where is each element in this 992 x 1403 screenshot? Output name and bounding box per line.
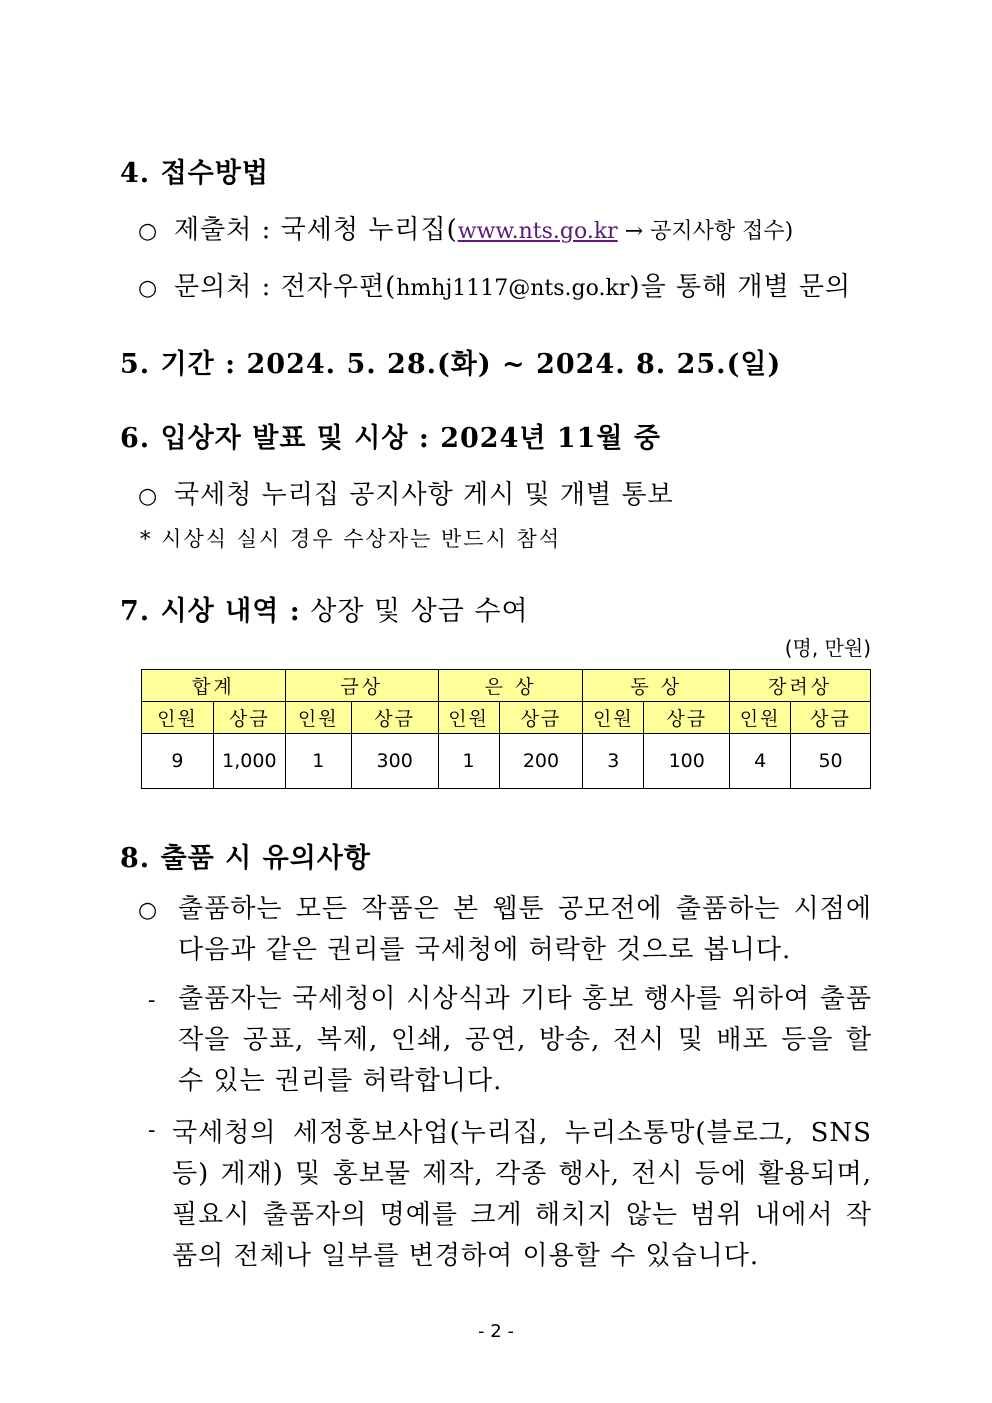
section-7-heading: [120, 589, 529, 628]
subheader-prize: 상금: [791, 702, 871, 734]
table-cell: 9: [142, 734, 214, 789]
table-cell: 200: [499, 734, 583, 789]
rights-paragraph: 출품하는 모든 작품은 본 웹툰 공모전에 출품하는 시점에 다음과 같은 권리를 국세청에 허락한 것으로 봅니다.: [178, 894, 872, 965]
table-cell: 1: [285, 734, 351, 789]
header-bronze: 동 상: [583, 670, 730, 702]
submit-line: [138, 209, 793, 246]
subheader-people: 인원: [142, 702, 214, 734]
subheader-prize: 상금: [499, 702, 583, 734]
rights-detail-2: 국세청의 세정홍보사업(누리집, 누리소통망(블로그, SNS 등) 게재) 및 홍보물 제작, 각종 행사, 전시 등에 활용되며, 필요시 출품자의 명예를 크게 해치지 않는 범위 내에서 작품의 전체나 일부를 변경하여 이용할 수 있습니다.: [172, 1118, 872, 1271]
inquiry-prefix: 문의처 : 전자우편(: [174, 272, 397, 302]
inquiry-suffix: )을 통해 개별 문의: [629, 272, 852, 302]
header-silver: 은 상: [438, 670, 583, 702]
circle-bullet-icon: ○: [138, 898, 158, 923]
header-total: 합계: [142, 670, 286, 702]
circle-bullet-icon: ○: [138, 276, 159, 301]
inquiry-email: hmhj1117@nts.go.kr: [396, 276, 630, 301]
subheader-prize: 상금: [351, 702, 438, 734]
dash-bullet-icon: -: [148, 1118, 156, 1143]
unit-label: (명, 만원): [784, 636, 871, 660]
page-number: - 2 -: [478, 1321, 514, 1342]
table-cell: 3: [583, 734, 644, 789]
subheader-people: 인원: [285, 702, 351, 734]
table-cell: 1,000: [213, 734, 285, 789]
table-cell: 50: [791, 734, 871, 789]
circle-bullet-icon: ○: [138, 219, 159, 244]
ceremony-note: * 시상식 실시 경우 수상자는 반드시 참석: [140, 527, 562, 551]
dash-bullet-icon: -: [148, 988, 156, 1013]
section-4-heading: 4. 접수방법: [120, 158, 269, 189]
subheader-people: 인원: [730, 702, 791, 734]
submit-prefix: 제출처 : 국세청 누리집(: [174, 215, 458, 245]
prize-table: [141, 669, 871, 789]
nts-website-link[interactable]: www.nts.go.kr: [457, 219, 618, 244]
header-encouragement: 장려상: [730, 670, 871, 702]
subheader-prize: 상금: [644, 702, 730, 734]
section-6-heading: 6. 입상자 발표 및 시상 : 2024년 11월 중: [120, 423, 661, 454]
submit-suffix: → 공지사항 접수): [617, 219, 794, 244]
table-cell: 4: [730, 734, 791, 789]
announce-text: 국세청 누리집 공지사항 게시 및 개별 통보: [174, 480, 674, 510]
section-5-heading: 5. 기간 : 2024. 5. 28.(화) ~ 2024. 8. 25.(일): [120, 349, 782, 380]
table-cell: 1: [438, 734, 499, 789]
section-7-heading-bold: 7. 시상 내역 :: [120, 596, 301, 627]
table-cell: 300: [351, 734, 438, 789]
circle-bullet-icon: ○: [138, 484, 159, 509]
subheader-prize: 상금: [213, 702, 285, 734]
table-cell: 100: [644, 734, 730, 789]
rights-detail-1: 출품자는 국세청이 시상식과 기타 홍보 행사를 위하여 출품작을 공표, 복제, 인쇄, 공연, 방송, 전시 및 배포 등을 할 수 있는 권리를 허락합니다.: [178, 984, 872, 1096]
section-7-heading-rest: 상장 및 상금 수여: [300, 596, 529, 627]
announce-line: [138, 474, 674, 511]
header-gold: 금상: [285, 670, 438, 702]
section-8-heading: 8. 출품 시 유의사항: [120, 843, 371, 874]
inquiry-line: [138, 266, 851, 303]
subheader-people: 인원: [438, 702, 499, 734]
subheader-people: 인원: [583, 702, 644, 734]
